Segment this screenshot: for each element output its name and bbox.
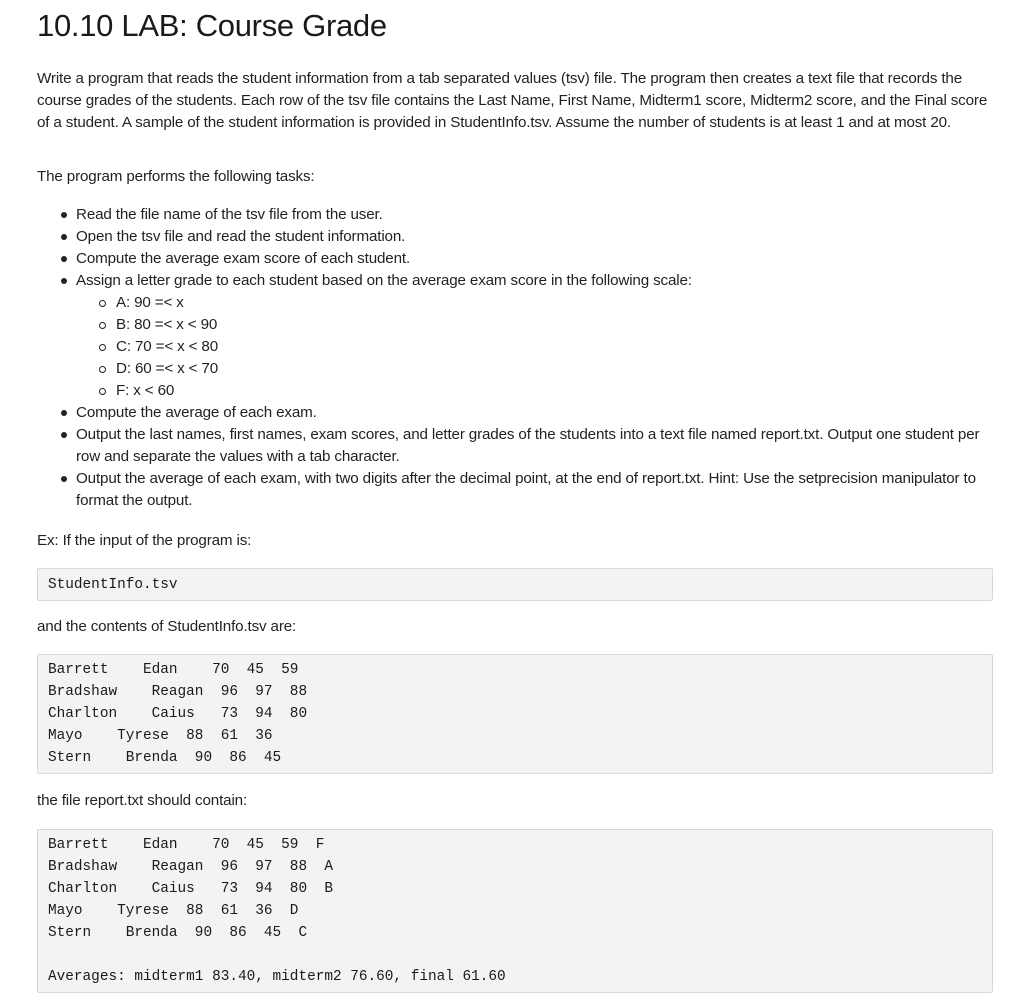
input-line: StudentInfo.tsv: [48, 577, 178, 593]
scale-item-d: D: 60 =< x < 70: [116, 358, 995, 380]
tsv-contents-box: [37, 654, 993, 774]
page-title: 10.10 LAB: Course Grade: [37, 8, 387, 43]
tsv-line: Bradshaw Reagan 96 97 88: [48, 684, 308, 700]
averages-line: Averages: midterm1 83.40, midterm2 76.60, final 61.60: [48, 969, 506, 985]
scale-item-a: A: 90 =< x: [116, 292, 995, 314]
intro-paragraph: Write a program that reads the student information from a tab separated values (tsv) file. The program then creates a text file that records the course grades of the students. Each row of the tsv file contains the Last Name, First Name, Midterm1 score, Midterm2 score, and the Final score of a student. A sample of the student information is provided in StudentInfo.tsv. Assume the number of students is at least 1 and at most 20.: [37, 70, 988, 131]
scale-item-b: B: 80 =< x < 90: [116, 314, 995, 336]
task-item: Compute the average of each exam.: [76, 402, 995, 424]
task-item: Compute the average exam score of each student.: [76, 248, 995, 270]
task-item-label: Assign a letter grade to each student based on the average exam score in the following scale:: [76, 272, 692, 289]
tsv-line: Mayo Tyrese 88 61 36: [48, 728, 273, 744]
blank-line: [48, 944, 982, 966]
report-line: Barrett Edan 70 45 59 F: [48, 837, 325, 853]
report-line: Mayo Tyrese 88 61 36 D: [48, 903, 299, 919]
task-item: Output the last names, first names, exam scores, and letter grades of the students into a text file named report.txt. Output one student per row and separate the values with a tab character.: [76, 424, 995, 468]
report-line: Stern Brenda 90 86 45 C: [48, 925, 308, 941]
task-list: [37, 204, 995, 512]
tsv-line: Barrett Edan 70 45 59: [48, 662, 299, 678]
report-line: Bradshaw Reagan 96 97 88 A: [48, 859, 333, 875]
report-line: Charlton Caius 73 94 80 B: [48, 881, 333, 897]
example-input-box: [37, 568, 993, 601]
tasks-intro: The program performs the following tasks:: [37, 168, 315, 185]
task-item: Read the file name of the tsv file from the user.: [76, 204, 995, 226]
tsv-line: Charlton Caius 73 94 80: [48, 706, 308, 722]
report-contents-box: [37, 829, 993, 993]
task-item: Output the average of each exam, with two digits after the decimal point, at the end of report.txt. Hint: Use the setprecision manipulator to format the output.: [76, 468, 995, 512]
tsv-line: Stern Brenda 90 86 45: [48, 750, 282, 766]
scale-item-f: F: x < 60: [116, 380, 995, 402]
task-item: Open the tsv file and read the student information.: [76, 226, 995, 248]
grade-scale-list: [76, 292, 995, 402]
example-input-label: Ex: If the input of the program is:: [37, 532, 252, 549]
tsv-contents-label: and the contents of StudentInfo.tsv are:: [37, 618, 297, 635]
scale-item-c: C: 70 =< x < 80: [116, 336, 995, 358]
task-item-grade-scale: [76, 270, 995, 402]
report-contents-label: the file report.txt should contain:: [37, 792, 248, 809]
